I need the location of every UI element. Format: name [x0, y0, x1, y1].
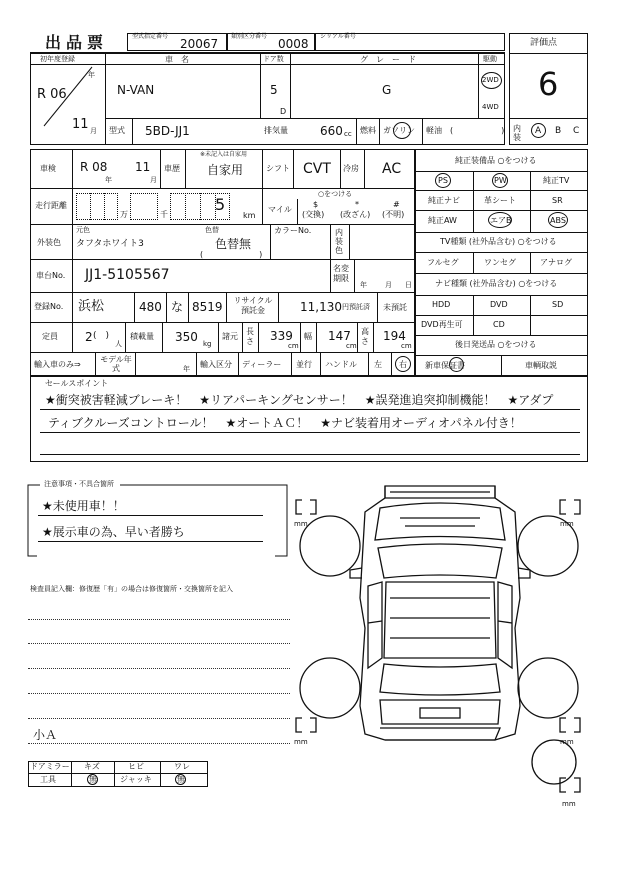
insp-line1 [28, 619, 290, 620]
r3-div1 [270, 224, 271, 259]
recycle-unit: 円預託済 [342, 303, 370, 311]
row-line-3 [30, 259, 415, 260]
row-line-6 [30, 352, 415, 353]
color-paren: ( ) [200, 250, 263, 259]
equip-navi: 純正ナビ [428, 196, 460, 205]
type-code: 5BD-JJ1 [145, 124, 190, 138]
r7-div5 [291, 352, 292, 376]
mdig1 [90, 193, 91, 220]
mile-label: マイル [268, 205, 292, 214]
tools-jack-circle [175, 774, 186, 785]
r6-div7 [316, 322, 317, 352]
r1-div5 [340, 149, 341, 188]
svg-text:mm: mm [560, 738, 574, 746]
tools-c3 [160, 761, 161, 787]
r7-div8 [391, 352, 392, 376]
grade-value: G [382, 83, 392, 97]
r6-div8 [357, 322, 358, 352]
equip-pw-circle [492, 173, 508, 188]
fuel-diesel: 軽油 [426, 126, 442, 135]
tools-tool-value: 無 [89, 775, 97, 784]
ac-label: 冷房 [343, 164, 359, 173]
serial-label: シリアル番号 [320, 33, 356, 40]
shaken-month-unit: 月 [150, 176, 157, 184]
r2-div1 [262, 188, 263, 224]
svg-text:mm: mm [560, 520, 574, 528]
r6-div1 [125, 322, 126, 352]
r5-div5 [278, 292, 279, 322]
r7-div6 [320, 352, 321, 376]
interior-divider [509, 118, 588, 119]
navi-dvdplay: DVD再生可 [421, 320, 463, 329]
color-change-label: 色替 [205, 226, 219, 234]
eq-c1d [501, 355, 502, 376]
tools-c2 [114, 761, 115, 787]
recycle-value: 11,130 [300, 300, 342, 314]
svg-text:mm: mm [562, 800, 576, 808]
interior-a-circle [531, 123, 546, 138]
mileage-man: 万 [120, 210, 128, 219]
tv-fullseg: フルセグ [427, 258, 459, 267]
notes-line-1: ★未使用車！！ [42, 499, 125, 513]
eq-line3 [415, 210, 588, 211]
interior-color-label: 内装色 [335, 228, 343, 255]
row-line-1 [30, 188, 415, 189]
handle-label: ハンドル [325, 360, 357, 369]
mdig4 [200, 193, 201, 220]
capacity-label: 定員 [42, 332, 58, 341]
load-unit: kg [203, 340, 212, 348]
tv-header: TV種類 (社外品含む) ○をつける [440, 237, 557, 246]
tools-c1 [71, 761, 72, 787]
equip-tv: 純正TV [543, 176, 570, 185]
equip-airbag: エアB [490, 216, 512, 225]
tools-kizu: キズ [84, 762, 100, 771]
mile-opt1: $ [313, 200, 319, 209]
row-line-4 [30, 292, 415, 293]
equip-abs: ABS [550, 216, 566, 225]
sales-line-1: ★衝突被害軽減ブレーキ！ ★リアパーキングセンサー！ ★誤発進追突抑制機能！ ★アダプ [45, 393, 554, 407]
height-value: 194 [383, 329, 406, 343]
first-reg-year: R 06 [37, 87, 67, 102]
r6-div4 [242, 322, 243, 352]
colorno-label: カラーNo. [274, 226, 312, 235]
insp-line2 [28, 643, 290, 644]
vin-label: 車台No. [36, 271, 66, 280]
shaken-year-unit: 年 [105, 176, 112, 184]
shift-label: シフト [266, 164, 290, 173]
capacity-value: 2 [85, 330, 93, 344]
score-value: 6 [538, 65, 559, 103]
tools-mirror: ドアミラー [30, 762, 70, 771]
transfer-y: 年 [360, 281, 367, 289]
import-class-label: 輸入区分 [200, 360, 232, 369]
tools-tool: 工具 [40, 775, 56, 784]
navi-hdd: HDD [432, 300, 451, 309]
r5-div6 [377, 292, 378, 322]
notes-ul1 [38, 515, 263, 516]
fuel-div1 [356, 118, 357, 145]
type-div [132, 118, 133, 145]
svg-text:mm: mm [294, 738, 308, 746]
transfer-label: 名変期限 [333, 264, 349, 283]
r5-div1 [134, 292, 135, 322]
mile-opt3-sub: (不明) [382, 210, 405, 219]
tools-jack: ジャッキ [120, 775, 152, 784]
mileage-digits-man [76, 193, 118, 220]
r2-div2 [297, 199, 298, 224]
equip-header: 純正装備品 ○をつける [455, 156, 537, 165]
r3-div2 [330, 224, 331, 259]
length-value: 339 [270, 329, 293, 343]
equip-sr: SR [552, 196, 563, 205]
class-no-value: 0008 [278, 37, 309, 51]
insp-line4 [28, 693, 290, 694]
interior-b: B [555, 126, 562, 136]
r4-div2 [354, 259, 355, 292]
equip-airbag-circle [488, 212, 512, 228]
mile-opt2: * [355, 200, 359, 209]
fuel-div3 [422, 118, 423, 145]
r3-div3 [349, 224, 350, 259]
r5-div3 [188, 292, 189, 322]
drive-2wd: 2WD [482, 76, 499, 84]
length-unit: cm [288, 342, 299, 350]
eq-c2a [530, 171, 531, 232]
car-name: N-VAN [117, 83, 155, 97]
eq-line9 [415, 335, 588, 336]
mile-opt1-sub: (交換) [302, 210, 325, 219]
load-label: 積載量 [130, 332, 154, 341]
interior-label: 内装 [513, 124, 521, 142]
tools-jack-value: 無 [177, 775, 185, 784]
eq-line1 [415, 171, 588, 172]
mileage-value: 5 [215, 195, 226, 214]
notes-label: 注意事項・不具合箇所 [44, 480, 114, 488]
type-label: 型式 [109, 126, 125, 135]
transfer-m: 月 [385, 281, 392, 289]
height-unit: cm [401, 342, 412, 350]
r1-div6 [364, 149, 365, 188]
mdig2 [104, 193, 105, 220]
first-reg-label: 初年度登録 [40, 55, 75, 63]
r7-div7 [368, 352, 369, 376]
reg-label: 登録No. [34, 302, 64, 311]
inspector-mark: 小Ａ [33, 728, 58, 742]
navi-cd: CD [493, 320, 505, 329]
label-col [72, 149, 73, 352]
notes-bracket [25, 478, 297, 560]
eq-c2b [530, 252, 531, 273]
import-parallel: 並行 [296, 360, 312, 369]
r1-div2 [185, 149, 186, 188]
usage-label: 車歴 [164, 164, 180, 173]
eq-c2c [530, 295, 531, 335]
navi-dvd: DVD [490, 300, 508, 309]
car-type-line [105, 118, 505, 119]
equip-abs-circle [548, 212, 568, 228]
shaken-label: 車検 [40, 164, 56, 173]
color-change: 色替無 [215, 237, 252, 251]
r7-div4 [238, 352, 239, 376]
car-col1 [105, 53, 106, 145]
r6-div3 [218, 322, 219, 352]
r7-div3 [196, 352, 197, 376]
r6-div6 [300, 322, 301, 352]
capacity-paren: ( ) [93, 331, 110, 341]
equip-ps: PS [438, 176, 448, 185]
load-value: 350 [175, 330, 198, 344]
sales-ul2 [40, 432, 580, 433]
r1-div1 [160, 149, 161, 188]
score-label: 評価点 [530, 38, 558, 48]
eq-line2 [415, 190, 588, 191]
interior-a: A [535, 126, 542, 136]
plate-kana: な [171, 300, 184, 314]
r6-div2 [162, 322, 163, 352]
color-orig-label: 元色 [76, 226, 90, 234]
svg-text:mm: mm [294, 520, 308, 528]
eq-c1c [473, 295, 474, 335]
tv-analog: アナログ [540, 258, 572, 267]
handle-right-circle [395, 356, 411, 372]
doors-value: 5 [270, 83, 278, 97]
dims-label: 諸元 [222, 332, 238, 341]
displacement-value: 660 [320, 124, 343, 138]
insp-line6 [28, 743, 290, 744]
plate-num: 8519 [192, 300, 223, 314]
fuel-div2 [379, 118, 380, 145]
drive-label: 駆動 [483, 55, 497, 63]
mile-opt2-sub: (改ざん) [340, 210, 371, 219]
sales-ul1 [40, 409, 580, 410]
drive-4wd: 4WD [482, 103, 499, 111]
mileage-digits-sen [130, 193, 158, 220]
car-col3 [290, 53, 291, 118]
fuel-gas: ガソリン [383, 126, 415, 135]
sales-line-2: ティブクルーズコントロール！ ★オートＡＣ！ ★ナビ装着用オーディオパネル付き！ [48, 416, 522, 430]
tools-ware: ワレ [174, 762, 190, 771]
r7-div1 [95, 352, 96, 376]
usage-note: ※未記入は自家用 [200, 151, 248, 158]
later-warranty-circle [449, 357, 464, 372]
color-label: 外装色 [37, 238, 61, 247]
model-no-label: 型式指定番号 [132, 33, 169, 40]
model-year-unit: 年 [183, 365, 190, 373]
r6-div5 [258, 322, 259, 352]
fuel-gas-circle [393, 122, 411, 139]
import-dealer: ディーラー [242, 360, 282, 369]
doors-label: ドア数 [263, 55, 284, 63]
eq-line4 [415, 232, 588, 233]
eq-line5 [415, 252, 588, 253]
car-col4 [478, 53, 479, 118]
mdig3 [185, 193, 186, 220]
class-no-label: 類別区分番号 [231, 33, 268, 40]
equip-pw: PW [494, 176, 507, 185]
drive-2wd-circle [481, 72, 502, 89]
r1-div3 [262, 149, 263, 188]
displacement-label: 排気量 [264, 126, 288, 135]
usage-value: 自家用 [207, 163, 244, 177]
car-diagram [290, 478, 590, 818]
import-label: 輸入車のみ⇒ [34, 360, 81, 369]
mile-mark-label: ○をつける [318, 190, 353, 198]
equip-leather: 革シート [484, 196, 516, 205]
shift-value: CVT [303, 161, 331, 177]
model-no-value: 20067 [180, 37, 219, 51]
plate-class: 480 [139, 300, 162, 314]
shaken-year: R 08 [80, 160, 108, 174]
transfer-d: 日 [405, 281, 412, 289]
r1-div4 [293, 149, 294, 188]
recycle-label: リサイクル預託金 [233, 296, 273, 315]
insp-line3 [28, 668, 290, 669]
r4-div1 [330, 259, 331, 292]
width-label: 幅 [304, 332, 312, 341]
fuel-other: ( ) [450, 126, 505, 135]
insp-line5 [28, 718, 290, 719]
r5-div4 [226, 292, 227, 322]
doors-suffix: D [280, 107, 287, 116]
notes-line-2: ★展示車の為、早い者勝ち [42, 525, 185, 539]
score-divider [509, 53, 588, 54]
first-reg-month: 11 [72, 117, 89, 132]
r7-div2 [135, 352, 136, 376]
width-unit: cm [346, 342, 357, 350]
eq-line6 [415, 273, 588, 274]
mile-opt3: # [393, 200, 400, 209]
later-warranty: 新車保証書 [425, 361, 465, 370]
shaken-month: 11 [135, 160, 151, 174]
equip-aw: 純正AW [428, 216, 457, 225]
grade-label: グ レ ー ド [360, 55, 416, 64]
sales-label: セールスポイント [45, 379, 109, 388]
row-line-2 [30, 224, 415, 225]
eq-c1b [473, 252, 474, 273]
displacement-unit: cc [344, 130, 352, 138]
color-orig: タフタホワイト3 [76, 239, 144, 249]
interior-c: C [573, 126, 580, 136]
vin-value: JJ1-5105567 [85, 267, 170, 283]
handle-left: 左 [374, 360, 382, 369]
first-reg-year-unit: 年 [88, 71, 95, 79]
length-label: 長さ [246, 327, 254, 346]
navi-header: ナビ種類 (社外品含む) ○をつける [435, 279, 558, 288]
plate-area: 浜松 [78, 299, 105, 314]
sales-ul3 [40, 454, 580, 455]
eq-c1a [473, 171, 474, 232]
capacity-unit: 人 [115, 340, 122, 348]
eq-line8 [415, 315, 588, 316]
navi-sd: SD [552, 300, 564, 309]
tools-tool-circle [87, 774, 98, 785]
first-reg-month-unit: 月 [90, 127, 97, 135]
width-value: 147 [328, 329, 351, 343]
model-year-label: モデル年式 [100, 355, 132, 373]
eq-line7 [415, 295, 588, 296]
inspector-label: 検査員記入欄：修復歴「有」の場合は修復箇所・交換箇所を記入 [30, 585, 233, 593]
handle-right: 右 [399, 360, 407, 369]
mileage-sen: 千 [160, 210, 168, 219]
equip-ps-circle [435, 173, 451, 188]
mileage-km: km [243, 211, 256, 220]
car-col2 [260, 53, 261, 118]
later-manual: 車輌取説 [525, 361, 557, 370]
mileage-label: 走行距離 [35, 201, 67, 210]
r6-div9 [373, 322, 374, 352]
r5-div2 [166, 292, 167, 322]
later-header: 後日発送品 ○をつける [455, 340, 537, 349]
fuel-label: 燃料 [360, 126, 376, 135]
ac-value: AC [382, 161, 402, 177]
height-label: 高さ [361, 327, 369, 346]
car-name-label: 車 名 [165, 55, 189, 64]
notes-ul2 [38, 541, 263, 542]
recycle-unpaid: 未預託 [383, 303, 407, 312]
tools-hibi: ヒビ [128, 762, 144, 771]
tv-oneseg: ワンセグ [484, 258, 516, 267]
form-title: 出品票 [45, 33, 109, 52]
